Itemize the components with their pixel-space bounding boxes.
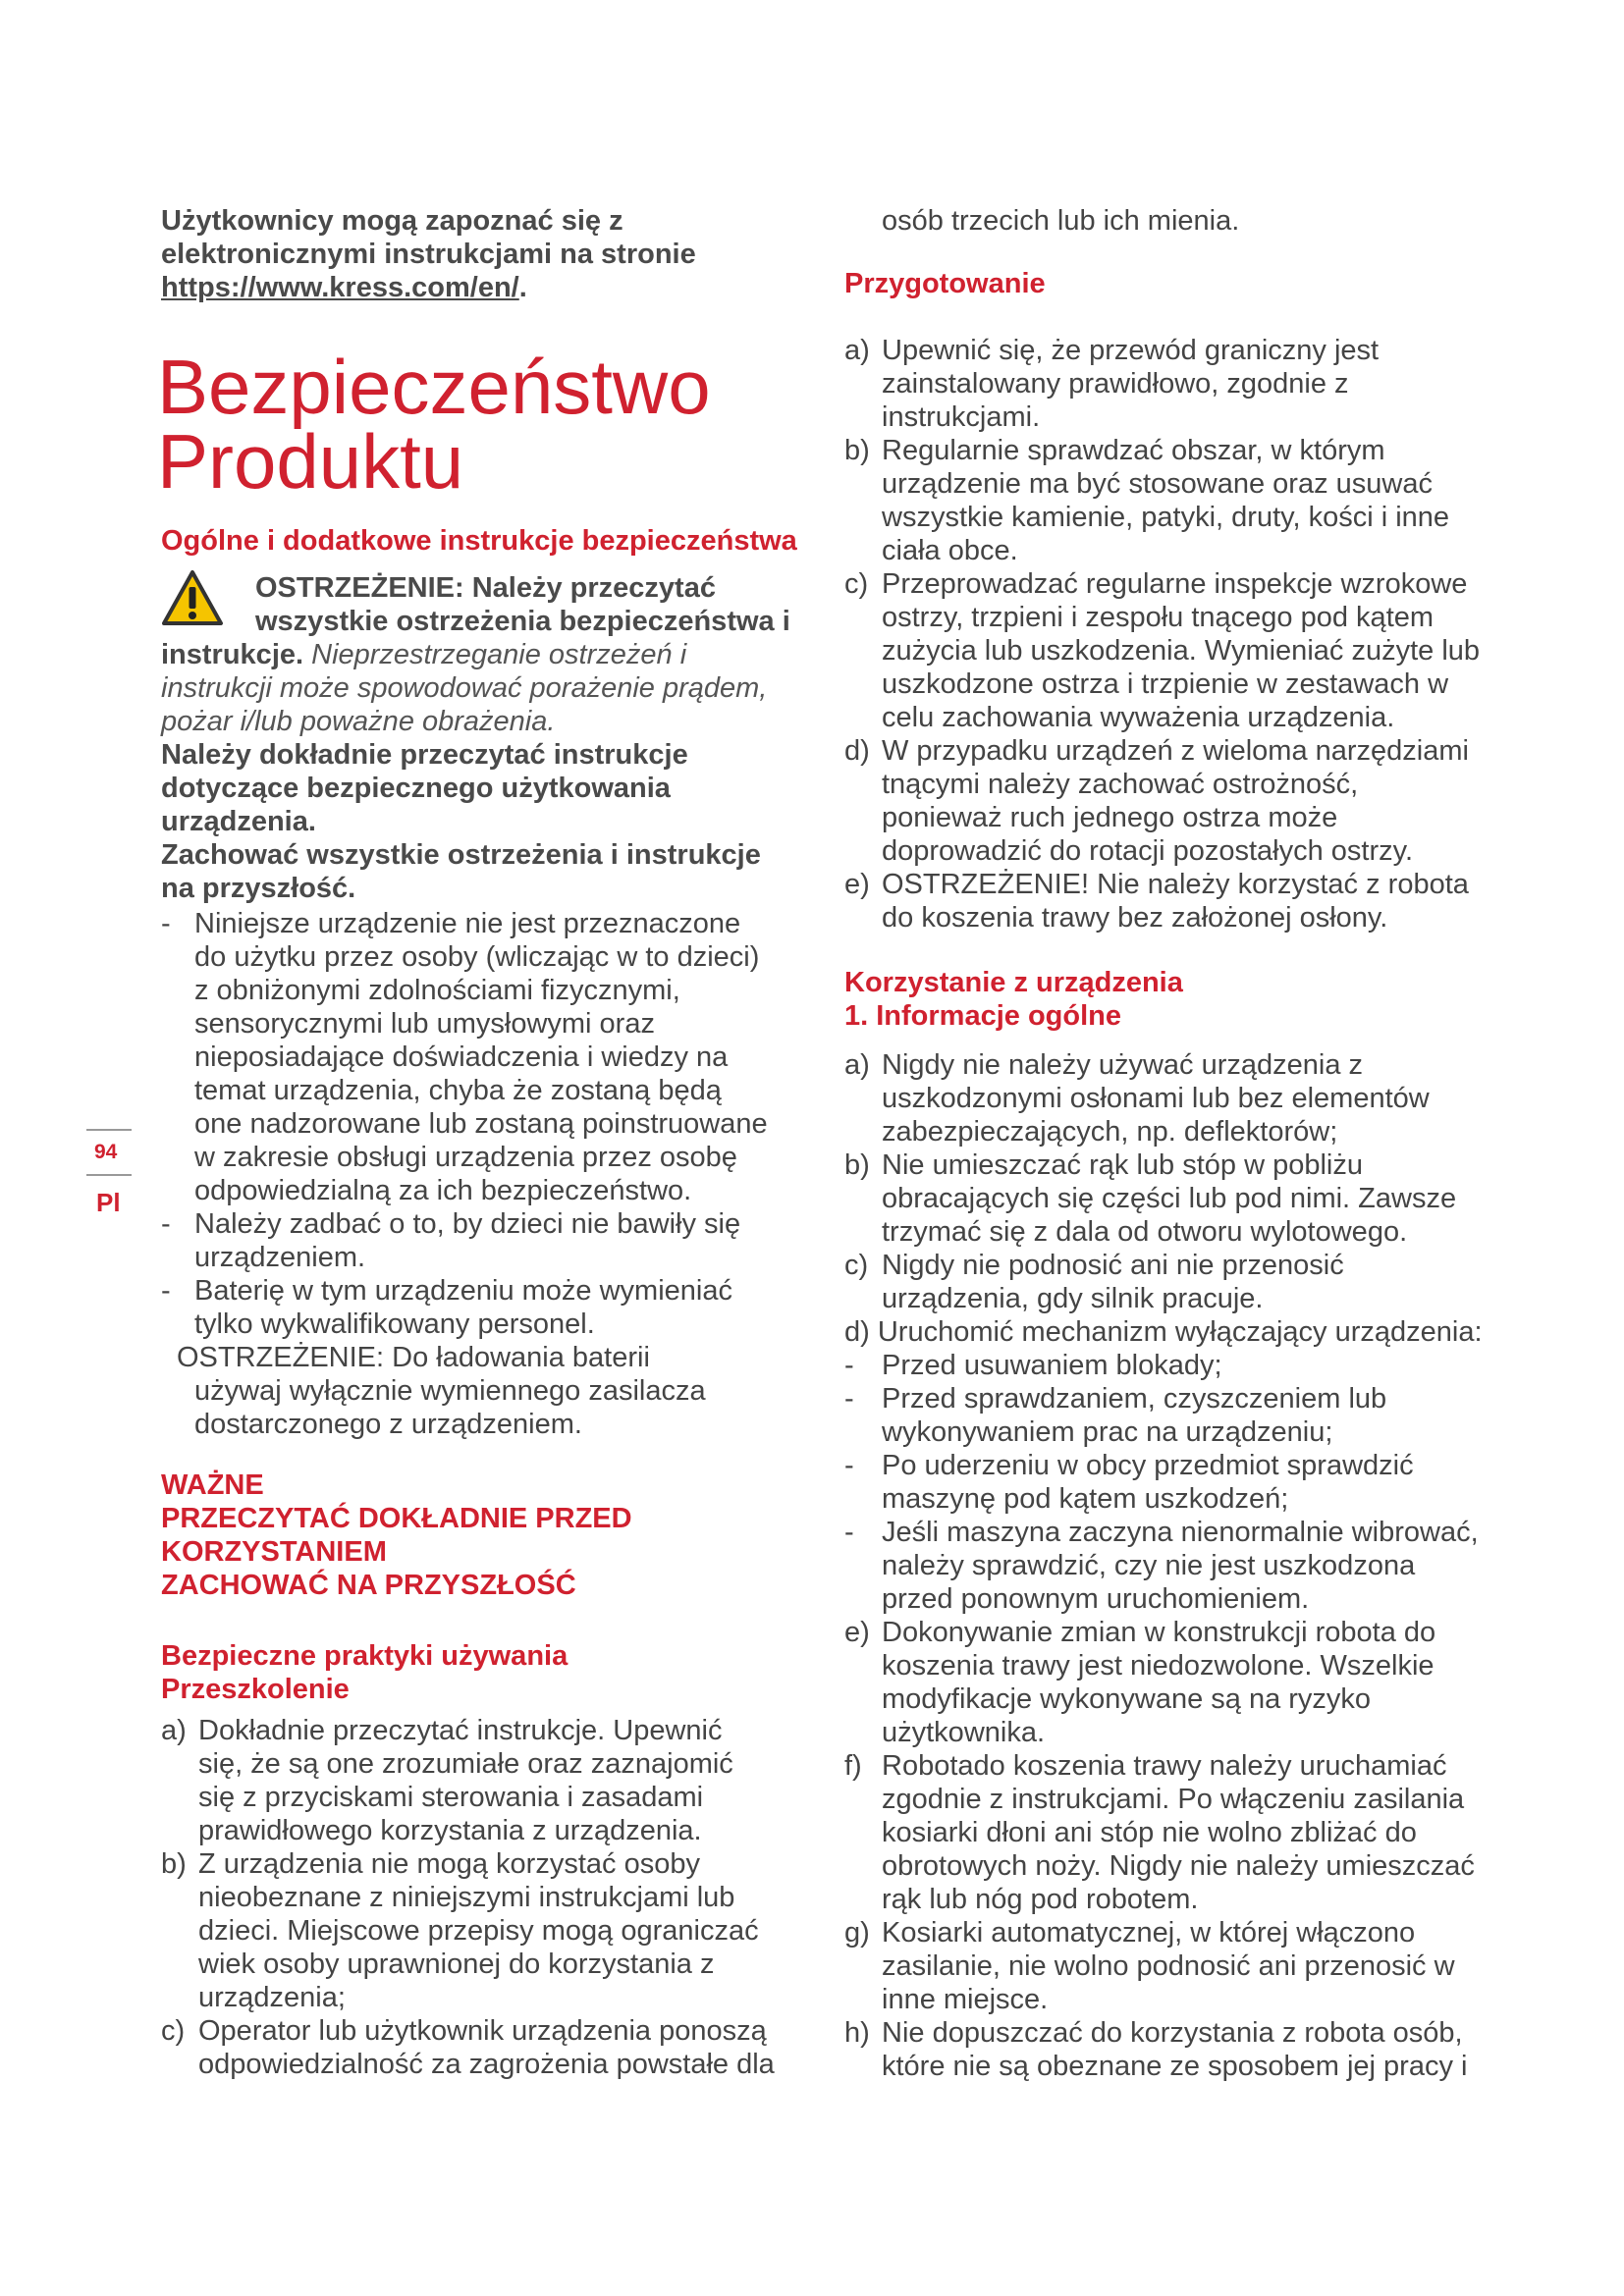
use-item-marker: a) bbox=[844, 1049, 870, 1081]
warning-line-5: pożar i/lub poważne obrażenia. bbox=[161, 706, 556, 737]
use-item-text: rąk lub nóg pod robotem. bbox=[882, 1884, 1199, 1915]
bold-note-1: Należy dokładnie przeczytać instrukcje bbox=[161, 739, 688, 771]
use-item-text: uszkodzonymi osłonami lub bez elementów bbox=[882, 1083, 1430, 1114]
use-item-text: trzymać się z dala od otworu wylotowego. bbox=[882, 1216, 1408, 1248]
important-line: PRZECZYTAĆ DOKŁADNIE PRZED bbox=[161, 1503, 632, 1534]
intro-line-1: Użytkownicy mogą zapoznać się z bbox=[161, 205, 623, 237]
use-item-text: zasilanie, nie wolno podnosić ani przenosić w bbox=[882, 1950, 1455, 1982]
use-heading: 1. Informacje ogólne bbox=[844, 1000, 1121, 1032]
dash-item-marker: - bbox=[161, 1275, 171, 1307]
intro-line-2: elektronicznymi instrukcjami na stronie bbox=[161, 239, 696, 270]
page-number: 94 bbox=[94, 1141, 118, 1163]
prep-item-text: OSTRZEŻENIE! Nie należy korzystać z robota bbox=[882, 869, 1469, 900]
battery-warning-line: dostarczonego z urządzeniem. bbox=[194, 1409, 582, 1440]
prep-item-marker: e) bbox=[844, 869, 870, 900]
use-dash-item-text: Jeśli maszyna zaczyna nienormalnie wibrować, bbox=[882, 1517, 1479, 1548]
training-heading: Przeszkolenie bbox=[161, 1674, 350, 1705]
dash-item-text: sensorycznymi lub umysłowymi oraz bbox=[194, 1008, 655, 1040]
training-heading: Bezpieczne praktyki używania bbox=[161, 1640, 568, 1672]
left-lists bbox=[161, 0, 809, 2296]
dash-item-text: do użytku przez osoby (wliczając w to dzieci) bbox=[194, 941, 760, 973]
important-line: WAŻNE bbox=[161, 1469, 264, 1501]
bold-note-5: na przyszłość. bbox=[161, 873, 356, 904]
dash-item-text: one nadzorowane lub zostaną poinstruowane bbox=[194, 1108, 768, 1140]
use-dash-item-text: Przed sprawdzaniem, czyszczeniem lub bbox=[882, 1383, 1387, 1415]
warning-line-2: wszystkie ostrzeżenia bezpieczeństwa i bbox=[255, 606, 790, 637]
use-item-marker: f) bbox=[844, 1750, 862, 1782]
use-item-text: kosiarki dłoni ani stóp nie wolno zbliżać do bbox=[882, 1817, 1417, 1848]
sidebar-divider-top bbox=[86, 1129, 132, 1131]
training-item-text: dzieci. Miejscowe przepisy mogą ograniczać bbox=[198, 1915, 759, 1947]
important-line: KORZYSTANIEM bbox=[161, 1536, 387, 1568]
training-item-text: wiek osoby uprawnionej do korzystania z bbox=[198, 1949, 715, 1980]
dash-item-text: temat urządzenia, chyba że zostaną będą bbox=[194, 1075, 722, 1106]
training-item-text: odpowiedzialność za zagrożenia powstałe dla bbox=[198, 2049, 775, 2080]
use-item-marker: h) bbox=[844, 2017, 870, 2049]
use-item-text: które nie są obeznane ze sposobem jej pracy i bbox=[882, 2051, 1468, 2082]
training-item-text: się, że są one zrozumiałe oraz zaznajomić bbox=[198, 1748, 733, 1780]
use-item-text: urządzenia, gdy silnik pracuje. bbox=[882, 1283, 1264, 1314]
warning-line-1: OSTRZEŻENIE: Należy przeczytać bbox=[255, 572, 716, 604]
use-item-marker: g) bbox=[844, 1917, 870, 1949]
use-item-text: inne miejsce. bbox=[882, 1984, 1049, 2015]
use-item-text: obrotowych noży. Nigdy nie należy umieszczać bbox=[882, 1850, 1475, 1882]
prep-item-marker: b) bbox=[844, 435, 870, 466]
prep-item-text: instrukcjami. bbox=[882, 401, 1041, 433]
dash-item-text: odpowiedzialną za ich bezpieczeństwo. bbox=[194, 1175, 692, 1206]
kress-link[interactable]: https://www.kress.com/en/ bbox=[161, 272, 519, 303]
prep-item-text: wszystkie kamienie, patyki, druty, kości i inne bbox=[882, 502, 1450, 533]
use-dash-item-marker: - bbox=[844, 1350, 854, 1381]
dash-item-text: Należy zadbać o to, by dzieci nie bawiły się bbox=[194, 1208, 741, 1240]
prep-item-text: zainstalowany prawidłowo, zgodnie z bbox=[882, 368, 1349, 400]
warning-line-3-bold: instrukcje. bbox=[161, 639, 304, 670]
prep-item-text: Regularnie sprawdzać obszar, w którym bbox=[882, 435, 1385, 466]
prep-item-marker: d) bbox=[844, 735, 870, 767]
use-item-text: Nie umieszczać rąk lub stóp w pobliżu bbox=[882, 1149, 1363, 1181]
continued-text: osób trzecich lub ich mienia. bbox=[882, 205, 1240, 237]
use-item-text: koszenia trawy jest niedozwolone. Wszelkie bbox=[882, 1650, 1435, 1682]
use-item-text: obracających się części lub pod nimi. Zawsze bbox=[882, 1183, 1457, 1214]
warning-line-3-italic: Nieprzestrzeganie ostrzeżeń i bbox=[311, 639, 687, 670]
training-item-text: nieobeznane z niniejszymi instrukcjami lub bbox=[198, 1882, 735, 1913]
training-item-marker: c) bbox=[161, 2015, 186, 2047]
page-title-line-2: Produktu bbox=[157, 418, 464, 505]
dash-item-marker: - bbox=[161, 1208, 171, 1240]
use-item-text: Nigdy nie podnosić ani nie przenosić bbox=[882, 1250, 1344, 1281]
use-item-text: Dokonywanie zmian w konstrukcji robota do bbox=[882, 1617, 1436, 1648]
training-item-text: prawidłowego korzystania z urządzenia. bbox=[198, 1815, 702, 1846]
warning-line-4: instrukcji może spowodować porażenie prądem, bbox=[161, 672, 768, 704]
prep-item-text: Przeprowadzać regularne inspekcje wzrokowe bbox=[882, 568, 1468, 600]
use-item-text: użytkownika. bbox=[882, 1717, 1046, 1748]
dash-item-text: w zakresie obsługi urządzenia przez osobę bbox=[194, 1142, 737, 1173]
use-item-text: Kosiarki automatycznej, w której włączono bbox=[882, 1917, 1416, 1949]
use-item-text: modyfikacje wykonywane są na ryzyko bbox=[882, 1683, 1372, 1715]
prep-item-text: doprowadzić do rotacji pozostałych ostrzy. bbox=[882, 835, 1414, 867]
use-item-text: Nie dopuszczać do korzystania z robota osób, bbox=[882, 2017, 1463, 2049]
training-item-text: Z urządzenia nie mogą korzystać osoby bbox=[198, 1848, 700, 1880]
page-title-line-1: Bezpieczeństwo bbox=[157, 344, 711, 430]
dash-item-marker: - bbox=[161, 908, 171, 939]
use-dash-item-text: maszynę pod kątem uszkodzeń; bbox=[882, 1483, 1289, 1515]
bold-note-3: urządzenia. bbox=[161, 806, 316, 837]
dash-item-text: tylko wykwalifikowany personel. bbox=[194, 1308, 595, 1340]
training-item-text: Operator lub użytkownik urządzenia ponoszą bbox=[198, 2015, 767, 2047]
use-heading: Korzystanie z urządzenia bbox=[844, 967, 1183, 998]
prep-item-text: tnącymi należy zachować ostrożność, bbox=[882, 769, 1359, 800]
prep-item-text: ciała obce. bbox=[882, 535, 1018, 566]
training-item-text: się z przyciskami sterowania i zasadami bbox=[198, 1782, 704, 1813]
dash-item-text: Niniejsze urządzenie nie jest przeznaczone bbox=[194, 908, 741, 939]
training-item-marker: a) bbox=[161, 1715, 187, 1746]
use-dash-item-marker: - bbox=[844, 1450, 854, 1481]
prep-item-text: do koszenia trawy bez założonej osłony. bbox=[882, 902, 1388, 934]
dash-item-text: urządzeniem. bbox=[194, 1242, 366, 1273]
use-item-text: zabezpieczających, np. deflektorów; bbox=[882, 1116, 1338, 1148]
use-item-text: Nigdy nie należy używać urządzenia z bbox=[882, 1049, 1364, 1081]
prep-item-text: ponieważ ruch jednego ostrza może bbox=[882, 802, 1338, 833]
intro-link-suffix: . bbox=[518, 272, 527, 303]
section-heading-general: Ogólne i dodatkowe instrukcje bezpieczeństwa bbox=[161, 525, 797, 557]
sidebar-divider-bottom bbox=[86, 1174, 132, 1176]
battery-warning-line: OSTRZEŻENIE: Do ładowania baterii bbox=[177, 1342, 650, 1373]
prep-heading: Przygotowanie bbox=[844, 268, 1046, 299]
use-dash-item-marker: - bbox=[844, 1517, 854, 1548]
dash-item-text: z obniżonymi zdolnościami fizycznymi, bbox=[194, 975, 680, 1006]
training-item-text: Dokładnie przeczytać instrukcje. Upewnić bbox=[198, 1715, 723, 1746]
important-line: ZACHOWAĆ NA PRZYSZŁOŚĆ bbox=[161, 1570, 576, 1601]
right-lists bbox=[844, 0, 1492, 2296]
bold-note-4: Zachować wszystkie ostrzeżenia i instrukcje bbox=[161, 839, 761, 871]
prep-item-marker: a) bbox=[844, 335, 870, 366]
bold-note-2: dotyczące bezpiecznego użytkowania bbox=[161, 773, 671, 804]
use-item-marker: c) bbox=[844, 1250, 869, 1281]
prep-item-text: W przypadku urządzeń z wieloma narzędziami bbox=[882, 735, 1469, 767]
use-dash-item-marker: - bbox=[844, 1383, 854, 1415]
prep-item-text: ostrzy, trzpieni i zespołu tnącego pod kątem bbox=[882, 602, 1435, 633]
prep-item-text: uszkodzone ostrza i trzpienie w zestawach w bbox=[882, 668, 1449, 700]
use-item-marker: b) bbox=[844, 1149, 870, 1181]
use-item-marker: e) bbox=[844, 1617, 870, 1648]
battery-warning-line: używaj wyłącznie wymiennego zasilacza bbox=[194, 1375, 706, 1407]
prep-item-text: urządzenie ma być stosowane oraz usuwać bbox=[882, 468, 1433, 500]
dash-item-text: Baterię w tym urządzeniu może wymieniać bbox=[194, 1275, 732, 1307]
prep-item-text: Upewnić się, że przewód graniczny jest bbox=[882, 335, 1380, 366]
language-code: Pl bbox=[96, 1188, 121, 1217]
training-item-text: urządzenia; bbox=[198, 1982, 346, 2013]
use-dash-item-text: wykonywaniem prac na urządzeniu; bbox=[882, 1416, 1333, 1448]
use-dash-item-text: należy sprawdzić, czy nie jest uszkodzona bbox=[882, 1550, 1416, 1581]
training-item-marker: b) bbox=[161, 1848, 187, 1880]
prep-item-text: zużycia lub uszkodzenia. Wymieniać zużyte lub bbox=[882, 635, 1481, 667]
prep-item-text: celu zachowania wyważenia urządzenia. bbox=[882, 702, 1395, 733]
use-dash-item-text: Po uderzeniu w obcy przedmiot sprawdzić bbox=[882, 1450, 1414, 1481]
dash-item-text: nieposiadające doświadczenia i wiedzy na bbox=[194, 1041, 729, 1073]
use-item-d: d) Uruchomić mechanizm wyłączający urządzenia: bbox=[844, 1316, 1483, 1348]
use-item-text: Robotado koszenia trawy należy uruchamiać bbox=[882, 1750, 1447, 1782]
use-dash-item-text: przed ponownym uruchomieniem. bbox=[882, 1583, 1310, 1615]
prep-item-marker: c) bbox=[844, 568, 869, 600]
use-item-text: zgodnie z instrukcjami. Po włączeniu zasilania bbox=[882, 1784, 1465, 1815]
use-dash-item-text: Przed usuwaniem blokady; bbox=[882, 1350, 1222, 1381]
